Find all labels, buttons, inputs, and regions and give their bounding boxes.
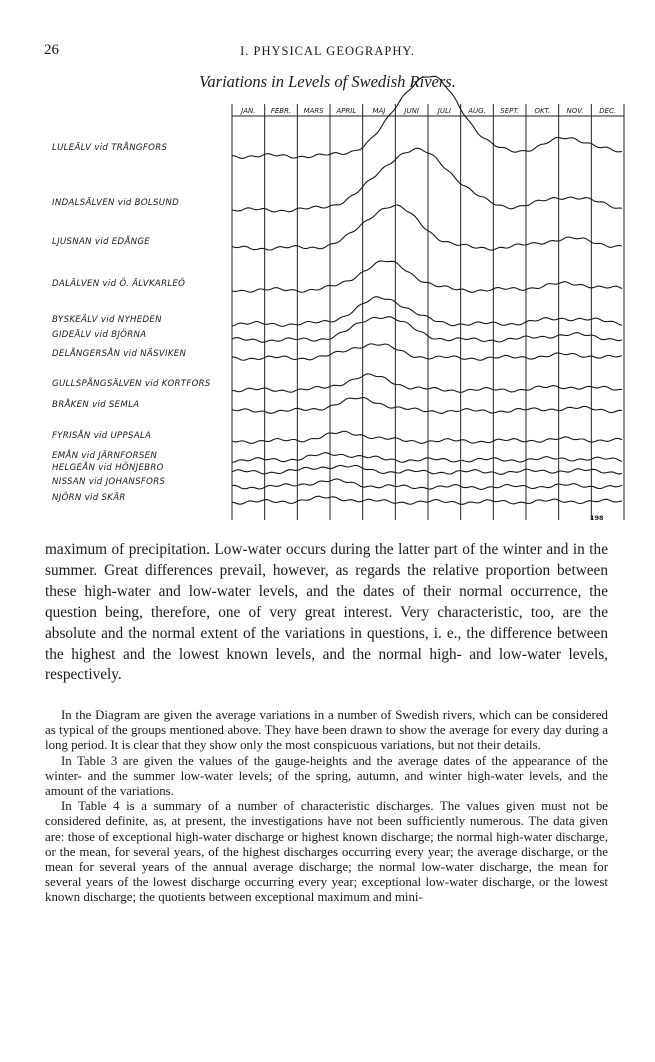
month-label: APRIL bbox=[336, 107, 357, 115]
river-curve bbox=[232, 261, 622, 292]
river-label: DALÄLVEN vid Ö. ÄLVKARLEÖ bbox=[52, 279, 186, 289]
river-curve bbox=[232, 453, 622, 463]
river-curve bbox=[232, 374, 622, 393]
river-label: NISSAN vid JOHANSFORS bbox=[52, 477, 166, 487]
river-curve bbox=[232, 297, 622, 327]
page-number: 26 bbox=[44, 42, 59, 58]
river-curve bbox=[232, 479, 622, 490]
body-paragraph-large bbox=[45, 540, 608, 686]
river-label: GIDEÄLV vid BJÖRNA bbox=[52, 330, 147, 340]
month-label: SEPT. bbox=[500, 107, 520, 115]
month-label: NOV. bbox=[566, 107, 584, 115]
river-label: LJUSNAN vid EDÅNGE bbox=[52, 237, 151, 247]
month-label: DEC. bbox=[599, 107, 617, 115]
month-label: JAN. bbox=[241, 107, 256, 115]
month-label: OKT. bbox=[534, 107, 551, 115]
month-label: FEBR. bbox=[270, 107, 292, 115]
month-label: AUG. bbox=[468, 107, 486, 115]
river-label: HELGEÅN vid HÖNJEBRO bbox=[52, 463, 164, 473]
river-curve bbox=[232, 76, 622, 158]
river-curve bbox=[232, 317, 622, 343]
river-curve bbox=[232, 344, 622, 360]
river-label: BYSKEÄLV vid NYHEDEN bbox=[52, 315, 162, 325]
body-paragraphs-small bbox=[45, 708, 608, 906]
figure-title: Variations in Levels of Swedish Rivers. bbox=[199, 72, 456, 91]
month-label: JUNI bbox=[404, 107, 419, 115]
river-label: NJÖRN vid SKÄR bbox=[52, 493, 126, 503]
paragraph: maximum of precipitation. Low-water occurs during the latter part of the winter and in the summer. Great differences prevail, however, as regards the relative proportion between these high-water and low-water levels, and the dates of their normal occurrence, the question being, therefore, one of very great interest. Very characteristic, too, are the absolute and the normal extent of the variations in questions, i. e., the difference between the highest and the lowest known levels, and the normal high- and low-water levels, respectively. bbox=[45, 541, 608, 684]
river-label: GULLSPÅNGSÄLVEN vid KORTFORS bbox=[52, 379, 211, 389]
month-label: JULI bbox=[437, 107, 451, 115]
running-head: I. PHYSICAL GEOGRAPHY. bbox=[240, 44, 415, 58]
river-label: EMÅN vid JÄRNFORSEN bbox=[52, 451, 158, 461]
river-label: DELÅNGERSÅN vid NÄSVIKEN bbox=[52, 349, 187, 359]
river-label: INDALSÄLVEN vid BOLSUND bbox=[52, 198, 180, 208]
river-label: LULEÄLV vid TRÅNGFORS bbox=[52, 143, 168, 153]
river-curve bbox=[232, 496, 622, 504]
month-label: MARS bbox=[303, 107, 324, 115]
river-label: BRÅKEN vid SEMLA bbox=[52, 400, 140, 410]
river-curve bbox=[232, 465, 622, 474]
month-label: MAJ bbox=[372, 107, 386, 115]
paragraph: In Table 3 are given the values of the gauge-heights and the average dates of the appearance of the winter- and the summer low-water levels; of the spring, autumn, and winter high-water levels, and the amount of the variations. bbox=[45, 753, 608, 799]
river-curve bbox=[232, 398, 622, 414]
river-curves bbox=[232, 76, 622, 504]
paragraph: In Table 4 is a summary of a number of characteristic discharges. The values given must not be considered definite, as, at present, the investigations have not been sufficiently numerous. The data given are: those of exceptional high-water discharge or highest known discharge; the normal high-water discharge, or the mean, for several years, of the highest discharges occurring every year; the average discharge, or the mean for several years of the annual average discharge; the normal low-water discharge, the mean for several years of the lowest discharge occurring every year; exceptional low-water discharge, or the lowest known discharge; the quotients between exceptional maximum and mini- bbox=[45, 799, 608, 905]
river-labels bbox=[52, 141, 211, 503]
paragraph: In the Diagram are given the average variations in a number of Swedish rivers, which can be considered as typical of the groups mentioned above. They have been drawn to show the average for every day during a long period. It is clear that they show only the most conspicuous variations, but not their details. bbox=[45, 708, 608, 753]
river-curve bbox=[232, 431, 622, 443]
figure-number: 198 bbox=[590, 514, 604, 522]
river-label: FYRISÅN vid UPPSALA bbox=[52, 431, 152, 441]
